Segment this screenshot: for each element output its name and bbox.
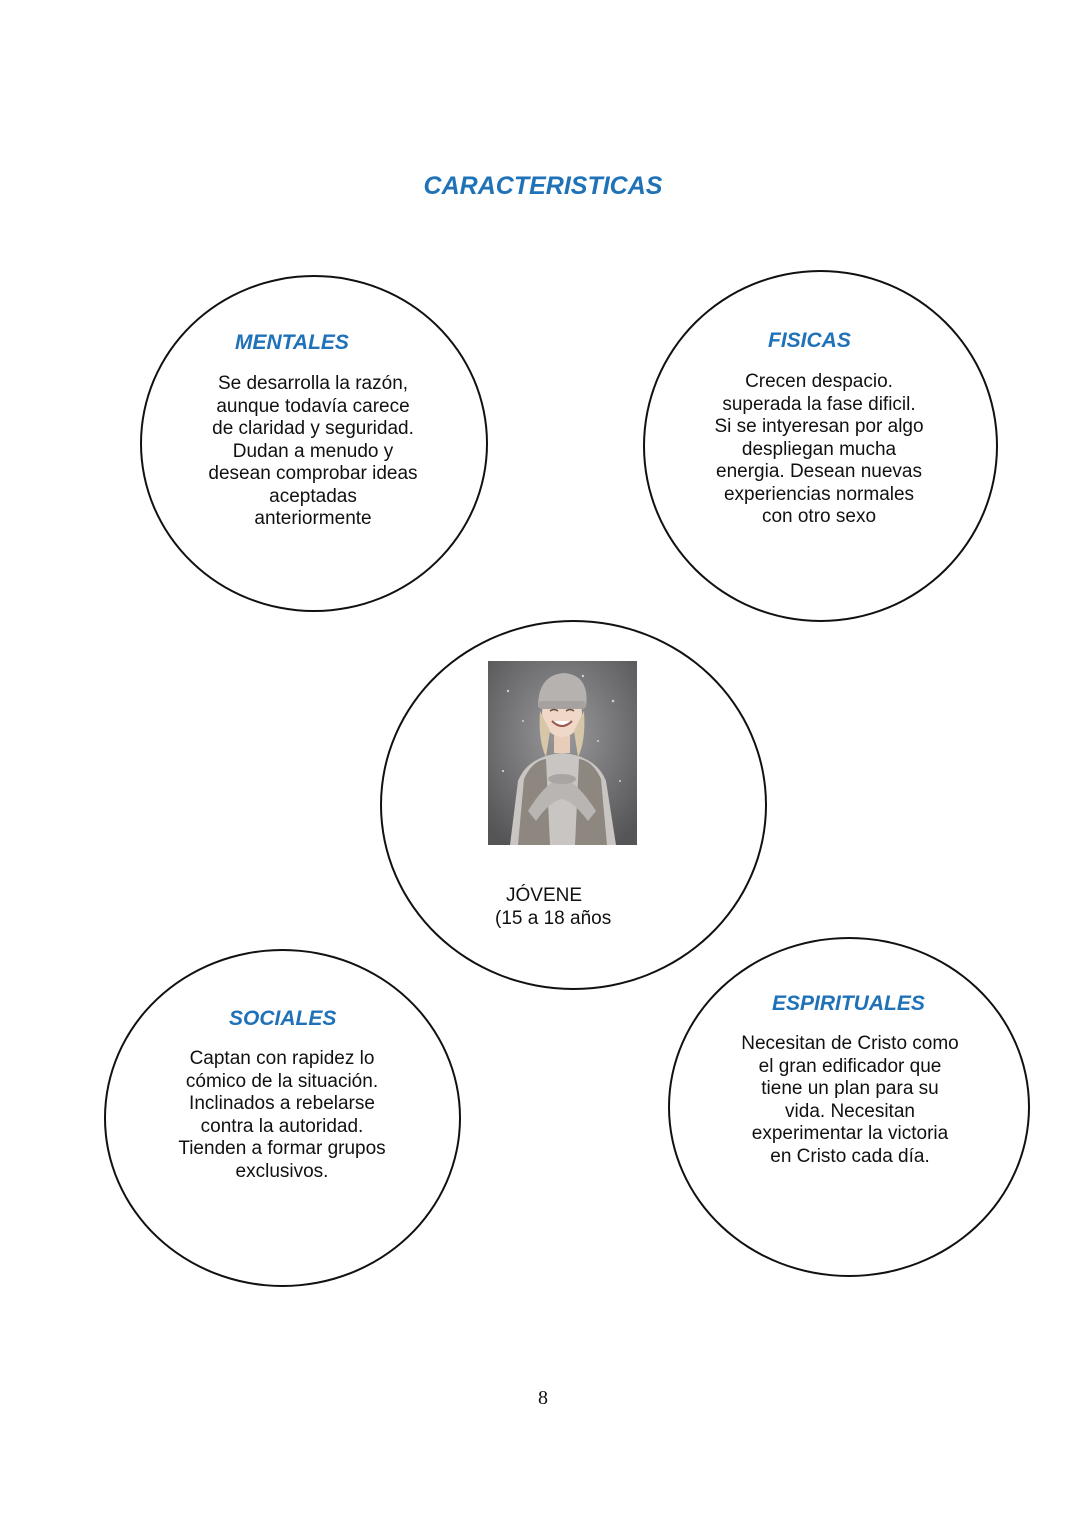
- fisicas-line: energia. Desean nuevas: [716, 461, 922, 482]
- mentales-line: desean comprobar ideas: [208, 463, 418, 484]
- mentales-heading: MENTALES: [235, 331, 349, 354]
- espirituales-line: experimentar la victoria: [751, 1123, 949, 1144]
- sociales-heading: SOCIALES: [229, 1007, 337, 1030]
- espirituales-text: [720, 1033, 980, 1168]
- fisicas-line: superada la fase dificil.: [722, 393, 916, 415]
- espirituales-heading: ESPIRITUALES: [772, 992, 925, 1015]
- mentales-line: Se desarrolla la razón,: [217, 373, 409, 394]
- center-label-line-1: JÓVENE: [506, 885, 583, 906]
- espirituales-line: vida. Necesitan: [785, 1100, 915, 1122]
- mentales-text: [193, 373, 433, 531]
- sociales-line: contra la autoridad.: [200, 1115, 364, 1137]
- fisicas-line: despliegan mucha: [741, 438, 897, 460]
- fisicas-heading: FISICAS: [768, 329, 851, 352]
- espirituales-line: en Cristo cada día.: [770, 1145, 930, 1167]
- page-title: CARACTERISTICAS: [423, 172, 663, 200]
- sociales-line: Captan con rapidez lo: [189, 1048, 375, 1069]
- mentales-line: anteriormente: [254, 508, 372, 529]
- fisicas-line: experiencias normales: [723, 483, 915, 505]
- sociales-line: exclusivos.: [235, 1160, 329, 1182]
- center-label: [495, 884, 611, 930]
- young-woman-photo: [488, 661, 637, 845]
- fisicas-text: [690, 371, 948, 529]
- mentales-line: de claridad y seguridad.: [212, 418, 414, 439]
- mentales-line: aunque todavía carece: [216, 395, 410, 417]
- fisicas-line: con otro sexo: [761, 506, 877, 527]
- espirituales-line: tiene un plan para su: [761, 1078, 939, 1099]
- page-number: 8: [538, 1387, 548, 1409]
- espirituales-line: Necesitan de Cristo como: [741, 1033, 959, 1054]
- fisicas-line: Crecen despacio.: [745, 371, 893, 392]
- photo-illustration: [488, 661, 637, 845]
- center-label-line-2: (15 a 18 años: [495, 908, 612, 929]
- sociales-line: cómico de la situación.: [185, 1070, 379, 1092]
- fisicas-line: Si se intyeresan por algo: [714, 416, 924, 437]
- sociales-text: [162, 1048, 402, 1183]
- espirituales-line: el gran edificador que: [758, 1055, 942, 1077]
- sociales-line: Inclinados a rebelarse: [189, 1093, 375, 1114]
- sociales-line: Tienden a formar grupos: [178, 1138, 386, 1159]
- mentales-line: aceptadas: [269, 485, 357, 507]
- mentales-line: Dudan a menudo y: [232, 440, 394, 462]
